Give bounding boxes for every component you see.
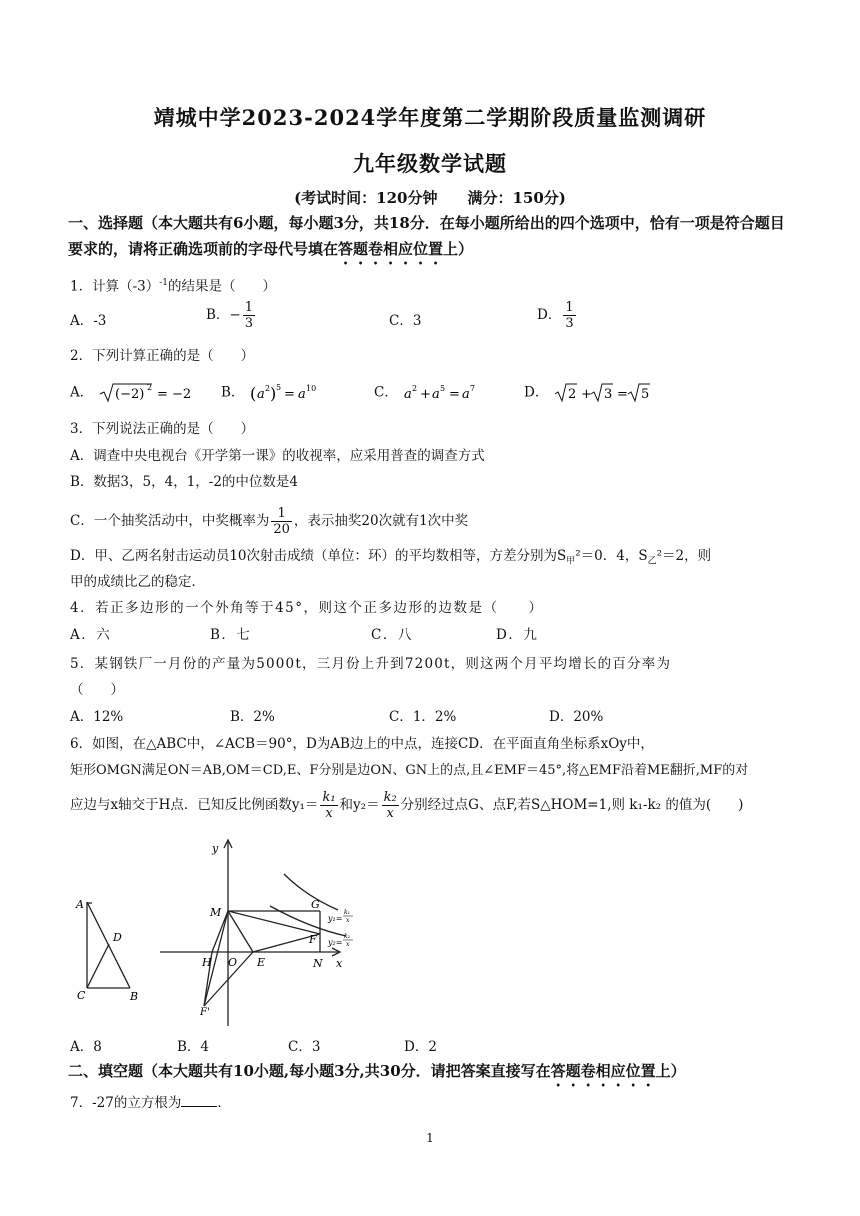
section2-heading-text: 二、填空题（本大题共有10小题,每小题3分,共30分．请把答案直接写在 <box>68 1062 551 1080</box>
svg-text:2: 2 <box>567 387 576 402</box>
q6-option-a: A．8 <box>70 1039 102 1055</box>
q3-option-d-sub1: 甲 <box>566 556 576 567</box>
label-d: D <box>113 931 122 944</box>
triangle-abc <box>87 902 130 988</box>
q6-line3-text: 应边与x轴交于H点．已知反比例函数y₁＝ <box>70 797 319 813</box>
q2-option-d <box>524 381 657 405</box>
q1-option-d-label: D． <box>537 307 562 323</box>
svg-text:a: a <box>462 387 470 402</box>
q3-option-d-line2: 甲的成绩比乙的稳定． <box>70 574 205 590</box>
svg-text:(: ( <box>249 384 256 403</box>
q3-option-c-text: C．一个抽奖活动中，中奖概率为 <box>70 513 270 529</box>
q6-figure <box>70 836 380 1030</box>
label-o: O <box>228 956 238 969</box>
q5-option-c: C．1．2% <box>389 709 457 725</box>
page-number: 1 <box>426 1131 434 1145</box>
svg-text:+: + <box>580 387 592 402</box>
q5-option-a: A．12% <box>70 709 124 725</box>
q6-line3-mid: 和y₂＝ <box>339 797 380 813</box>
q1-option-d <box>537 300 578 331</box>
q3-option-d-text: D．甲、乙两名射击运动员10次射击成绩（单位：环）的平均数相等，方差分别为S <box>70 548 567 564</box>
q2-option-a-formula <box>98 381 194 405</box>
q1-option-b-sign: − <box>229 307 241 323</box>
q3-stem: 3．下列说法正确的是（ ） <box>70 421 255 437</box>
q1-option-b-label: B． <box>206 307 230 323</box>
q4-option-b: B．七 <box>210 627 252 643</box>
label-x-den2: x <box>346 941 350 948</box>
label-m: M <box>210 906 222 919</box>
q2-option-c-label: C． <box>374 384 398 401</box>
label-y1: y₁= <box>328 914 343 923</box>
q1-option-c: C．3 <box>389 313 422 329</box>
label-k1: k₁ <box>344 909 351 916</box>
q3-option-b: B．数据3，5，4，1，-2的中位数是4 <box>70 474 299 490</box>
q3-option-d-sub2: 乙 <box>647 556 657 567</box>
q6-option-b: B．4 <box>177 1039 210 1055</box>
q6-line2: 矩形OMGN满足ON＝AB,OM＝CD,E、F分别是边ON、GN上的点,且∠EMF＝45°,将△EMF沿着ME翻折,MF的对 <box>70 763 749 778</box>
svg-text:a: a <box>432 387 440 402</box>
svg-text:=: = <box>449 387 461 402</box>
q3-option-c-end: ，表示抽奖20次就有1次中奖 <box>293 513 469 529</box>
q1-stem <box>70 273 800 297</box>
fraction-numerator: 1 <box>565 300 574 315</box>
svg-text:7: 7 <box>470 384 476 393</box>
svg-text:2: 2 <box>264 384 270 393</box>
label-y2: y₂= <box>328 938 343 947</box>
section2-heading <box>68 1058 798 1090</box>
q1-option-b <box>206 300 257 331</box>
q4-option-c: C．八 <box>371 627 413 643</box>
section2-heading-emphasis: 答题卷相应位置 <box>550 1062 656 1080</box>
svg-text:=: = <box>283 387 295 402</box>
q4-option-a: A．六 <box>70 627 112 643</box>
section1-heading <box>68 210 798 268</box>
label-e: E <box>257 956 266 969</box>
q7-stem-end: ． <box>217 1095 231 1111</box>
q1-stem-text: 1．计算（-3） <box>70 278 160 295</box>
exam-subtitle: 九年级数学试题 <box>353 151 507 176</box>
q6-line3-end: 分别经过点G、点F,若S△HOM=1,则 k₁-k₂ 的值为( ) <box>400 797 744 813</box>
svg-text:2: 2 <box>146 383 152 392</box>
q4-stem: 4．若正多边形的一个外角等于45°，则这个正多边形的边数是（ ） <box>70 600 544 616</box>
q4-option-d: D．九 <box>496 627 539 643</box>
q3-option-d-end: ²＝2，则 <box>656 548 712 564</box>
q7-stem-text: 7．-27的立方根为 <box>70 1095 182 1111</box>
q3-option-d-mid: ²＝0．4，S <box>575 548 648 564</box>
exam-info: (考试时间：120分钟 满分：150分) <box>294 189 566 207</box>
q3-option-a: A．调查中央电视台《开学第一课》的收视率，应采用普查的调查方式 <box>70 448 485 464</box>
q2-option-b-label: B． <box>221 384 245 401</box>
fraction-numerator: k₂ <box>383 790 397 805</box>
q2-option-b <box>221 381 329 405</box>
fraction-denominator: 20 <box>273 522 290 537</box>
fraction-numerator: 1 <box>271 506 292 522</box>
q2-option-a <box>70 381 194 405</box>
q6-line3 <box>70 790 800 821</box>
q1-exponent: -1 <box>159 278 169 288</box>
q7-stem <box>70 1092 800 1113</box>
q6-k1-fraction <box>320 790 337 821</box>
label-h: H <box>202 956 212 969</box>
label-c: C <box>77 989 86 1002</box>
svg-text:5: 5 <box>440 384 446 393</box>
svg-text:): ) <box>269 384 276 403</box>
label-n: N <box>313 957 323 970</box>
svg-text:(−2): (−2) <box>114 387 144 402</box>
q7-answer-blank[interactable] <box>181 1092 217 1107</box>
q2-option-c <box>374 381 498 405</box>
q1-option-b-fraction <box>243 300 255 331</box>
svg-text:= −2: = −2 <box>156 387 191 402</box>
q6-option-d: D．2 <box>404 1039 437 1055</box>
q6-line1: 6．如图，在△ABC中，∠ACB＝90°，D为AB边上的中点，连接CD．在平面直角坐标系xOy中， <box>70 736 654 752</box>
fraction-denominator: 3 <box>565 316 574 331</box>
label-x-axis: x <box>336 957 343 970</box>
section1-heading-emphasis: 答题卷相应位置 <box>338 240 444 258</box>
q1-option-a: A．-3 <box>70 313 107 329</box>
svg-text:+: + <box>420 387 432 402</box>
svg-text:a: a <box>297 387 306 402</box>
svg-text:a: a <box>404 387 412 402</box>
q3-option-c-fraction <box>271 506 292 537</box>
q5-paren: （ ） <box>70 682 124 698</box>
section2-heading-end: 上） <box>655 1062 686 1080</box>
svg-text:a: a <box>256 387 265 402</box>
q1-stem-end: 的结果是（ ） <box>168 278 277 295</box>
q1-option-d-fraction <box>563 300 575 331</box>
q2-option-b-formula <box>249 381 329 405</box>
q5-option-d: D．20% <box>549 709 604 725</box>
q5-option-b: B．2% <box>230 709 275 725</box>
svg-text:3: 3 <box>603 387 612 402</box>
q2-option-d-formula <box>553 381 657 405</box>
fraction-numerator: k₁ <box>322 790 336 805</box>
label-a: A <box>76 898 84 911</box>
section1-heading-text: 一、选择题（本大题共有6小题，每小题3分，共18分．在每小题所给出的四个选项中，恰有一项是符合题目要求的，请将正确选项前的字母代号填在 <box>68 214 785 258</box>
fraction-denominator: x <box>325 806 333 821</box>
svg-text:5: 5 <box>275 383 281 392</box>
label-g: G <box>311 898 320 911</box>
section1-heading-end: 上） <box>443 240 474 258</box>
q3-option-c <box>70 506 800 537</box>
q5-stem: 5．某钢铁厂一月份的产量为5000t，三月份上升到7200t，则这两个月平均增长的百分率为 <box>70 656 672 672</box>
exam-title: 靖城中学2023-2024学年度第二学期阶段质量监测调研 <box>153 105 707 130</box>
q6-k2-fraction <box>382 790 399 821</box>
svg-text:10: 10 <box>305 384 316 393</box>
svg-text:=: = <box>616 387 628 402</box>
q2-option-d-label: D． <box>524 384 549 401</box>
q2-stem: 2．下列计算正确的是（ ） <box>70 348 255 364</box>
label-f: F <box>309 933 317 946</box>
q6-option-c: C．3 <box>288 1039 321 1055</box>
label-y-axis: y <box>212 842 219 855</box>
svg-text:2: 2 <box>412 384 418 393</box>
q2-option-c-formula <box>402 381 498 405</box>
fraction-denominator: 3 <box>244 316 254 331</box>
fraction-denominator: x <box>386 806 394 821</box>
label-b: B <box>130 990 139 1003</box>
q3-option-d-line1 <box>70 546 800 572</box>
label-f-prime: F' <box>200 1007 210 1018</box>
label-k2: k₂ <box>344 933 351 940</box>
label-x-den1: x <box>346 917 350 924</box>
q2-option-a-label: A． <box>70 384 94 401</box>
fraction-numerator: 1 <box>244 300 254 315</box>
svg-text:5: 5 <box>640 387 649 402</box>
